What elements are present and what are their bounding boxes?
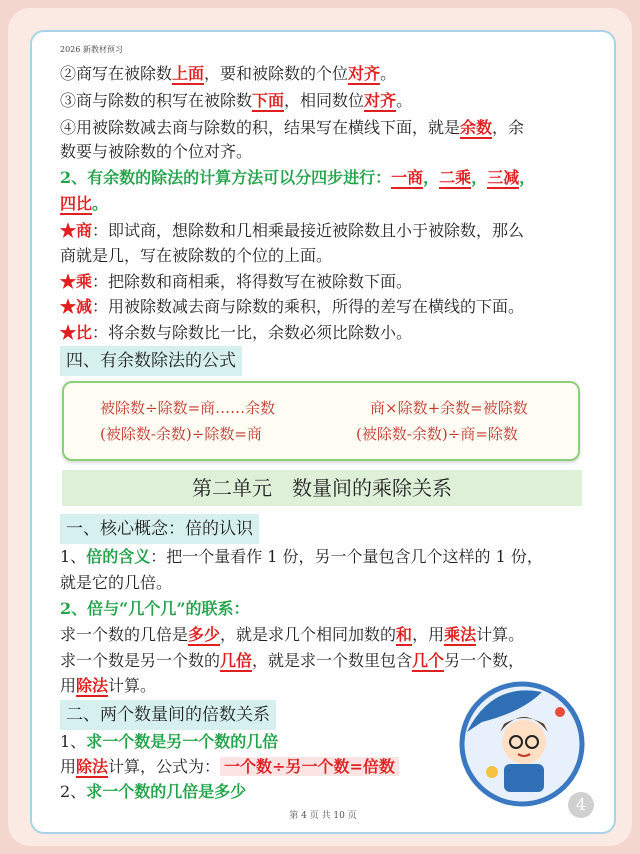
star-label: ★乘	[60, 272, 93, 291]
text: ，余	[492, 118, 525, 137]
text: 2、有余数的除法的计算方法可以分四步进行：	[60, 168, 392, 187]
text: 。	[92, 194, 109, 213]
text: ④用被除数减去商与除数的积，结果写在横线下面，就是	[60, 118, 461, 137]
text: ，相同数位	[284, 91, 365, 110]
concept-line-5	[60, 649, 524, 673]
keyword: 二乘	[439, 168, 472, 187]
text: ，	[471, 168, 488, 187]
keyword: 对齐	[364, 91, 397, 110]
text: ：把一个量看作 1 份，另一个量包含几个这样的 1 份，	[150, 547, 543, 566]
keyword: 几倍	[220, 651, 253, 670]
concept-line-4	[60, 623, 524, 647]
concept-line-3	[60, 597, 250, 621]
page-footer: 第 4 页 共 10 页	[289, 811, 357, 821]
document-page	[30, 30, 616, 834]
keyword: 和	[396, 625, 413, 644]
concept-line-1	[60, 545, 543, 569]
relation-line-2	[60, 755, 399, 779]
text: ，	[519, 168, 536, 187]
formula-box	[62, 381, 580, 461]
text: ，用	[412, 625, 445, 644]
concept-line-6	[60, 674, 156, 698]
header-label: 2026 新教材预习	[60, 45, 123, 54]
star-jian	[60, 295, 524, 319]
method-line-cont	[60, 192, 108, 216]
keyword: 求一个数是另一个数的几倍	[86, 732, 279, 751]
method-line	[60, 166, 535, 190]
keyword: 多少	[188, 625, 221, 644]
star-label: ★商	[60, 221, 93, 240]
keyword: 上面	[172, 64, 205, 83]
text: ：把除数和商相乘，将得数写在被除数下面。	[92, 272, 413, 291]
text: ②商写在被除数	[60, 64, 173, 83]
text: ：即试商，想除数和几相乘最接近被除数且小于被除数，那么	[92, 221, 525, 240]
keyword: 除法	[76, 757, 109, 776]
text: ③商与除数的积写在被除数	[60, 91, 253, 110]
formula-1: 被除数÷除数=商……余数	[100, 399, 276, 417]
keyword: 对齐	[348, 64, 381, 83]
unit-2-title: 第二单元 数量间的乘除关系	[62, 470, 582, 506]
keyword: 除法	[76, 676, 109, 695]
star-shang-cont: 商就是几，写在被除数的个位的上面。	[60, 246, 333, 265]
step-4-line	[60, 116, 524, 140]
keyword: 四比	[60, 194, 93, 213]
formula-highlight: 一个数÷另一个数=倍数	[220, 757, 399, 776]
relation-line-1	[60, 730, 278, 754]
keyword: 余数	[460, 118, 493, 137]
star-cheng	[60, 270, 412, 294]
text: 。	[396, 91, 413, 110]
section-1-heading: 一、核心概念：倍的认识	[60, 514, 259, 544]
section-2-heading: 二、两个数量间的倍数关系	[60, 700, 276, 730]
keyword: 乘法	[444, 625, 477, 644]
formula-2: 商×除数+余数=被除数	[370, 399, 528, 417]
text: ，要和被除数的个位	[204, 64, 349, 83]
step-2-line	[60, 62, 396, 86]
section-4-heading: 四、有余数除法的公式	[60, 346, 242, 376]
mascot-illustration	[452, 672, 592, 812]
text: 用	[60, 676, 77, 695]
text: 2、倍与“几个几”的联系：	[60, 599, 250, 618]
text: 2、	[60, 782, 87, 801]
concept-line-2: 就是它的几倍。	[60, 573, 173, 592]
star-bi	[60, 321, 412, 345]
text: ：将余数与除数比一比，余数必须比除数小。	[92, 323, 413, 342]
star-shang	[60, 219, 524, 243]
text: ，就是求一个数里包含	[252, 651, 413, 670]
keyword: 求一个数的几倍是多少	[86, 782, 247, 801]
star-label: ★减	[60, 297, 93, 316]
keyword: 几个	[412, 651, 445, 670]
keyword: 倍的含义	[86, 547, 151, 566]
text: 1、	[60, 547, 87, 566]
text: 求一个数的几倍是	[60, 625, 189, 644]
page-number-badge: 4	[568, 792, 594, 818]
text: 1、	[60, 732, 87, 751]
formula-4: (被除数-余数)÷商=除数	[356, 425, 518, 443]
text: 另一个数，	[444, 651, 525, 670]
text: ，	[423, 168, 440, 187]
step-3-line	[60, 89, 412, 113]
keyword: 三减	[487, 168, 520, 187]
text: ：用被除数减去商与除数的乘积，所得的差写在横线的下面。	[92, 297, 525, 316]
formula-3: (被除数-余数)÷除数=商	[100, 425, 262, 443]
step-4-cont: 数要与被除数的个位对齐。	[60, 142, 253, 161]
text: 求一个数是另一个数的	[60, 651, 221, 670]
keyword: 下面	[252, 91, 285, 110]
text: 计算，公式为：	[108, 757, 221, 776]
text: 计算。	[108, 676, 157, 695]
text: 用	[60, 757, 77, 776]
text: ，就是求几个相同加数的	[220, 625, 397, 644]
text: 计算。	[476, 625, 525, 644]
text: 。	[380, 64, 397, 83]
star-label: ★比	[60, 323, 93, 342]
keyword: 一商	[391, 168, 424, 187]
relation-line-3	[60, 780, 246, 804]
